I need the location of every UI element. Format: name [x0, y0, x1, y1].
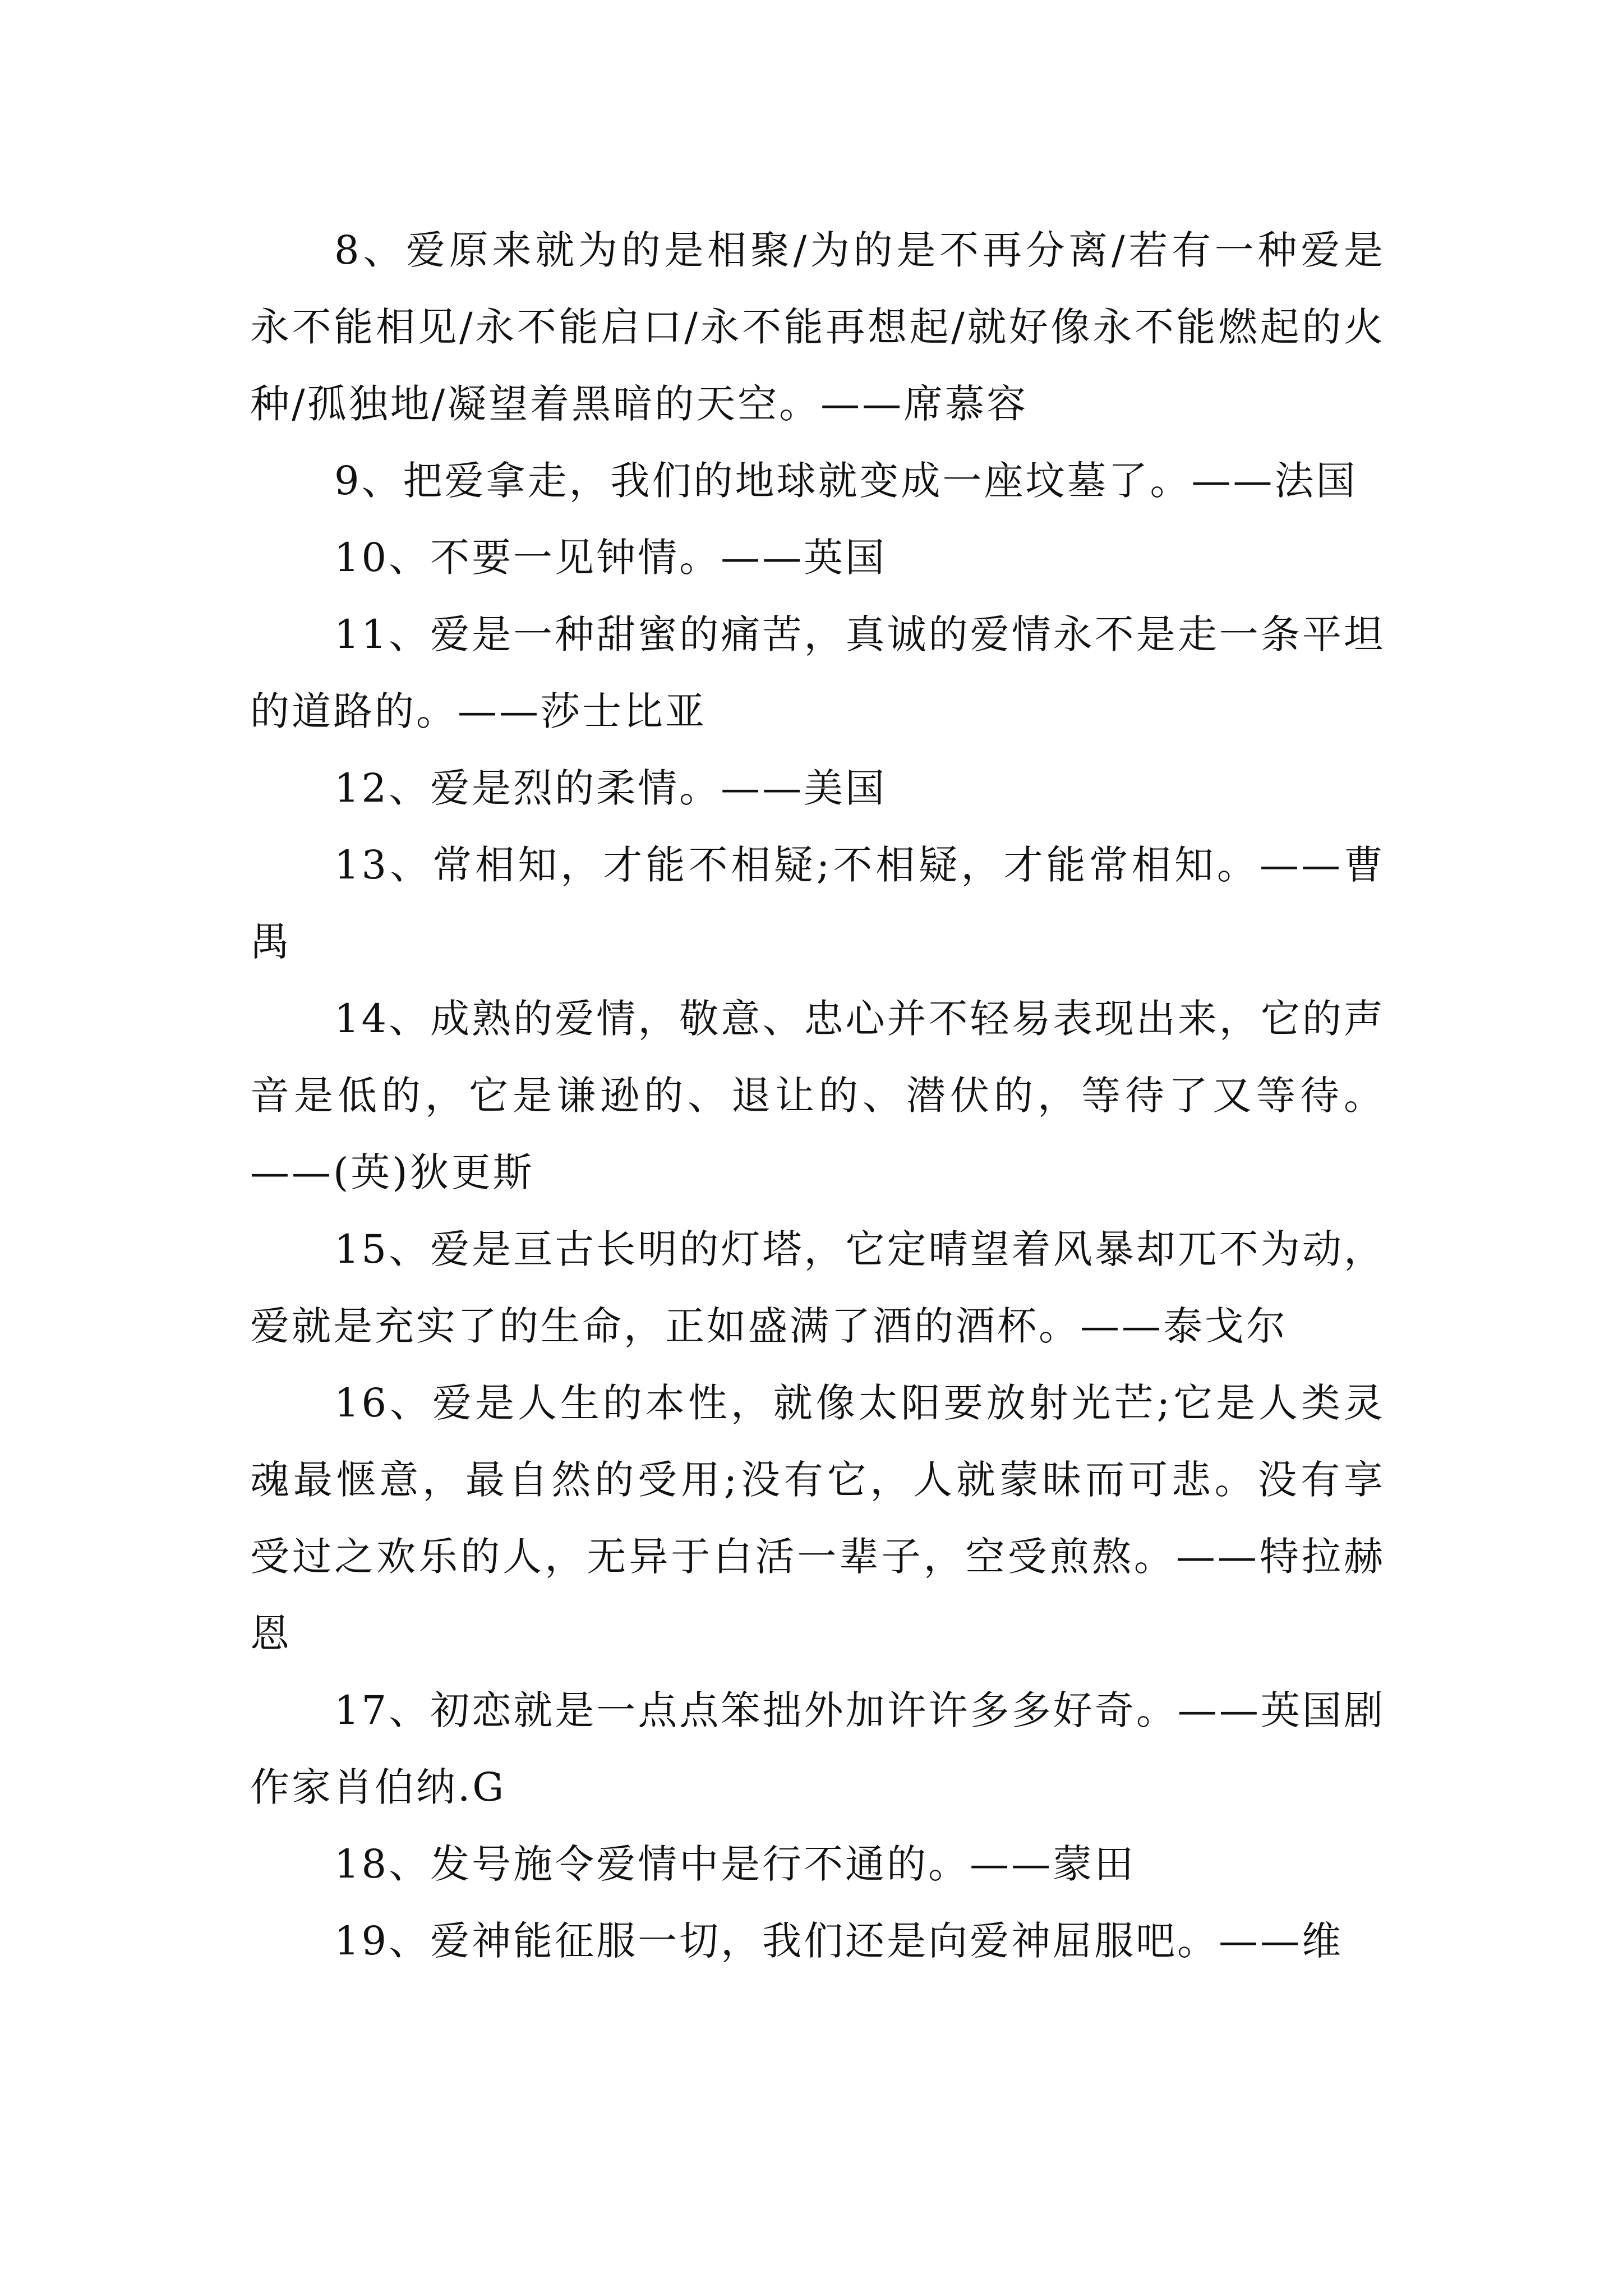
paragraph-quote-10: 10、不要一见钟情。——英国 [334, 535, 887, 581]
paragraph-quote-9: 9、把爱拿走，我们的地球就变成一座坟墓了。——法国 [334, 458, 1358, 504]
paragraph-quote-11: 11、爱是一种甜蜜的痛苦，真诚的爱情永不是走一条平坦的道路的。——莎士比亚 [250, 611, 1385, 734]
paragraph-quote-13: 13、常相知，才能不相疑;不相疑，才能常相知。——曹禺 [250, 842, 1385, 965]
paragraph-quote-15: 15、爱是亘古长明的灯塔，它定晴望着风暴却兀不为动，爱就是充实了的生命，正如盛满了酒的酒杯。——泰戈尔 [250, 1226, 1385, 1349]
paragraph-quote-14: 14、成熟的爱情，敬意、忠心并不轻易表现出来，它的声音是低的，它是谦逊的、退让的、潜伏的，等待了又等待。——(英)狄更斯 [250, 996, 1385, 1195]
document-body [250, 212, 1385, 1980]
paragraph-quote-18: 18、发号施令爱情中是行不通的。——蒙田 [334, 1841, 1136, 1887]
paragraph-quote-8: 8、爱原来就为的是相聚/为的是不再分离/若有一种爱是永不能相见/永不能启口/永不能再想起/就好像永不能燃起的火种/孤独地/凝望着黑暗的天空。——席慕容 [250, 227, 1385, 427]
paragraph-quote-19: 19、爱神能征服一切，我们还是向爱神屈服吧。——维 [334, 1918, 1344, 1964]
paragraph-quote-12: 12、爱是烈的柔情。——美国 [334, 765, 887, 811]
paragraph-quote-16: 16、爱是人生的本性，就像太阳要放射光芒;它是人类灵魂最惬意，最自然的受用;没有它，人就蒙昧而可悲。没有享受过之欢乐的人，无异于白活一辈子，空受煎熬。——特拉赫恩 [250, 1380, 1385, 1657]
paragraph-quote-17: 17、初恋就是一点点笨拙外加许许多多好奇。——英国剧作家肖伯纳.G [250, 1687, 1385, 1810]
